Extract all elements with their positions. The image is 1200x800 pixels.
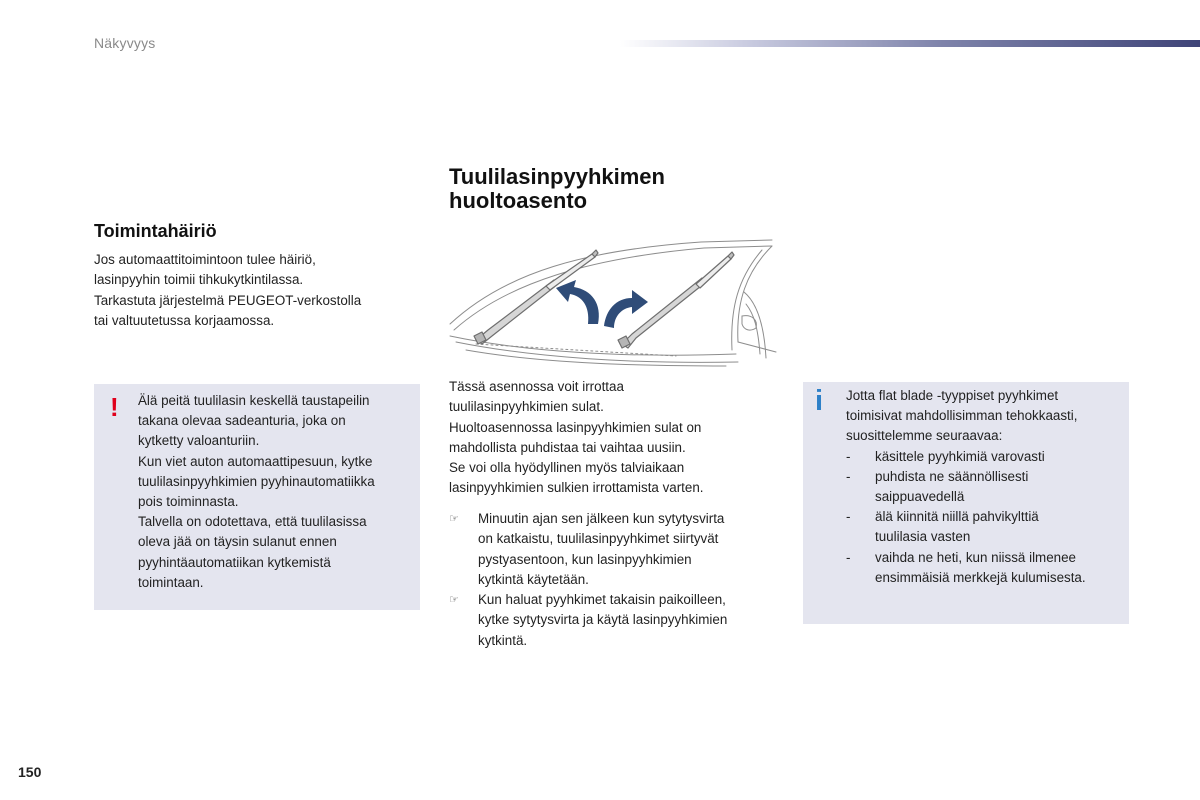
text-line: kytkintä. [478,632,528,648]
procedure-list [449,509,789,651]
text-line: kytke sytytysvirta ja käytä lasinpyyhkimien [478,612,728,628]
header-decorative-bar [620,40,1200,47]
service-position-heading [449,165,665,213]
heading-line: huoltoasento [449,188,588,213]
malfunction-paragraph [94,250,424,331]
list-item [846,548,1126,588]
text-line: lasinpyyhin toimii tihkukytkintilassa. [94,272,304,288]
text-line: vaihda ne heti, kun niissä ilmenee [875,549,1076,565]
text-line: Minuutin ajan sen jälkeen kun sytytysvirta [478,511,725,526]
text-line: toimisivat mahdollisimman tehokkaasti, [846,408,1078,424]
text-line: Kun viet auton automaattipesuun, kytke [138,453,373,469]
text-line: tuulilasinpyyhkimien pyyhinautomatiikka [138,473,375,489]
dash-marker: - [846,468,851,484]
text-line: on katkaistu, tuulilasinpyyhkimet siirtyvät [478,531,719,547]
service-position-paragraph [449,377,779,499]
text-line: oleva jää on täysin sulanut ennen [138,534,337,550]
text-line: ensimmäisiä merkkejä kulumisesta. [875,569,1086,585]
section-title: Näkyvyys [94,35,156,51]
hand-pointer-icon: ☞ [449,594,459,607]
text-line: tuulilasia vasten [875,529,971,545]
text-line: älä kiinnitä niillä pahvikylttiä [875,509,1039,525]
list-item [449,509,789,590]
text-line: takana olevaa sadeanturia, joka on [138,413,346,429]
text-line: tai valtuutetussa korjaamossa. [94,312,275,328]
text-line: Älä peitä tuulilasin keskellä taustapeilin [138,393,370,408]
page-number: 150 [18,764,42,780]
dash-marker: - [846,509,851,525]
heading-line: Tuulilasinpyyhkimen [449,164,665,189]
exclamation-icon: ! [110,392,119,422]
text-line: Tässä asennossa voit irrottaa [449,379,624,394]
dash-marker: - [846,549,851,565]
dash-marker: - [846,448,851,464]
text-line: saippuavedellä [875,489,965,505]
text-line: kytketty valoanturiin. [138,433,260,449]
hand-pointer-icon: ☞ [449,513,459,525]
text-line: Jotta flat blade -tyyppiset pyyhkimet [846,388,1059,403]
text-line: käsittele pyyhkimiä varovasti [875,448,1045,464]
text-line: Jos automaattitoimintoon tulee häiriö, [94,252,316,267]
list-item [449,590,789,651]
malfunction-heading: Toimintahäiriö [94,221,217,241]
text-line: Se voi olla hyödyllinen myös talviaikaan [449,460,685,476]
text-line: kytkintä käytetään. [478,571,589,587]
text-line: Kun haluat pyyhkimet takaisin paikoilleen, [478,592,726,608]
list-item [846,447,1126,467]
text-line: pyyhintäautomatiikan kytkemistä [138,554,331,570]
text-line: mahdollista puhdistaa tai vaihtaa uusiin. [449,439,686,455]
text-line: toimintaan. [138,574,204,590]
text-line: Tarkastuta järjestelmä PEUGEOT-verkostolla [94,292,362,308]
text-line: pystyasentoon, kun lasinpyyhkimien [478,551,692,567]
list-item [846,467,1126,507]
text-line: Talvella on odotettava, että tuulilasissa [138,514,367,530]
text-line: suosittelemme seuraavaa: [846,428,1003,444]
text-line: Huoltoasennossa lasinpyyhkimien sulat on [449,419,702,435]
info-icon: i [815,385,824,417]
info-text [846,386,1126,588]
text-line: pois toiminnasta. [138,494,239,510]
text-line: tuulilasinpyyhkimien sulat. [449,399,604,415]
warning-text [138,391,418,593]
text-line: lasinpyyhkimien sulkien irrottamista varten. [449,480,704,496]
recommendation-list [846,447,1126,588]
text-line: puhdista ne säännöllisesti [875,468,1029,484]
list-item [846,507,1126,547]
windscreen-wiper-service-position-illustration [446,232,780,368]
